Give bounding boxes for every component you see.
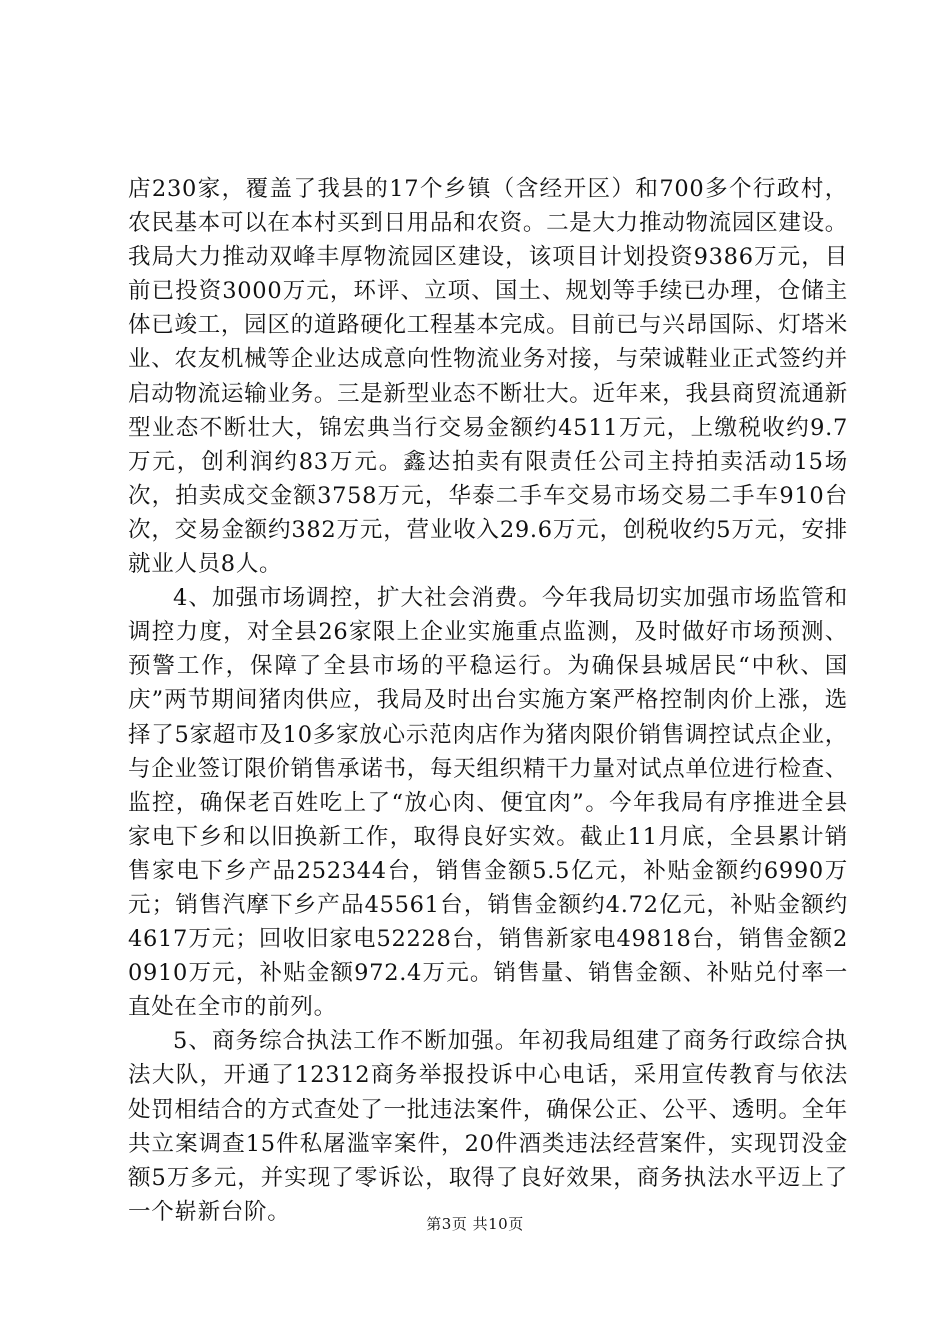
- paragraph-market-regulation: 4、加强市场调控，扩大社会消费。今年我局切实加强市场监管和调控力度，对全县26家限上企业实施重点监测，及时做好市场预测、预警工作，保障了全县市场的平稳运行。为确保县城居民“中秋、国庆”两节期间猪肉供应，我局及时出台实施方案严格控制肉价上涨，选择了5家超市及10多家放心示范肉店作为猪肉限价销售调控试点企业，与企业签订限价销售承诺书，每天组织精干力量对试点单位进行检查、监控，确保老百姓吃上了“放心肉、便宜肉”。今年我局有序推进全县家电下乡和以旧换新工作，取得良好实效。截止11月底，全县累计销售家电下乡产品252344台，销售金额5.5亿元，补贴金额约6990万元；销售汽摩下乡产品45561台，销售金额约4.72亿元，补贴金额约4617万元；回收旧家电52228台，销售新家电49818台，销售金额20910万元，补贴金额972.4万元。销售量、销售金额、补贴兑付率一直处在全市的前列。: [128, 585, 848, 1021]
- document-body: [128, 172, 848, 1229]
- paragraph-law-enforcement: 5、商务综合执法工作不断加强。年初我局组建了商务行政综合执法大队，开通了12312商务举报投诉中心电话，采用宣传教育与依法处罚相结合的方式查处了一批违法案件，确保公正、公平、透明。全年共立案调查15件私屠滥宰案件，20件酒类违法经营案件，实现罚没金额5万多元，并实现了零诉讼，取得了良好效果，商务执法水平迈上了一个崭新台阶。: [128, 1028, 848, 1225]
- page-number-footer: 第3页 共10页: [426, 1215, 524, 1233]
- paragraph-continuation: 店230家，覆盖了我县的17个乡镇（含经开区）和700多个行政村，农民基本可以在本村买到日用品和农资。二是大力推动物流园区建设。我局大力推动双峰丰厚物流园区建设，该项目计划投资9386万元，目前已投资3000万元，环评、立项、国土、规划等手续已办理，仓储主体已竣工，园区的道路硬化工程基本完成。目前已与兴昂国际、灯塔米业、农友机械等企业达成意向性物流业务对接，与荣诚鞋业正式签约并启动物流运输业务。三是新型业态不断壮大。近年来，我县商贸流通新型业态不断壮大，锦宏典当行交易金额约4511万元，上缴税收约9.7万元，创利润约83万元。鑫达拍卖有限责任公司主持拍卖活动15场次，拍卖成交金额3758万元，华泰二手车交易市场交易二手车910台次，交易金额约382万元，营业收入29.6万元，创税收约5万元，安排就业人员8人。: [128, 176, 848, 578]
